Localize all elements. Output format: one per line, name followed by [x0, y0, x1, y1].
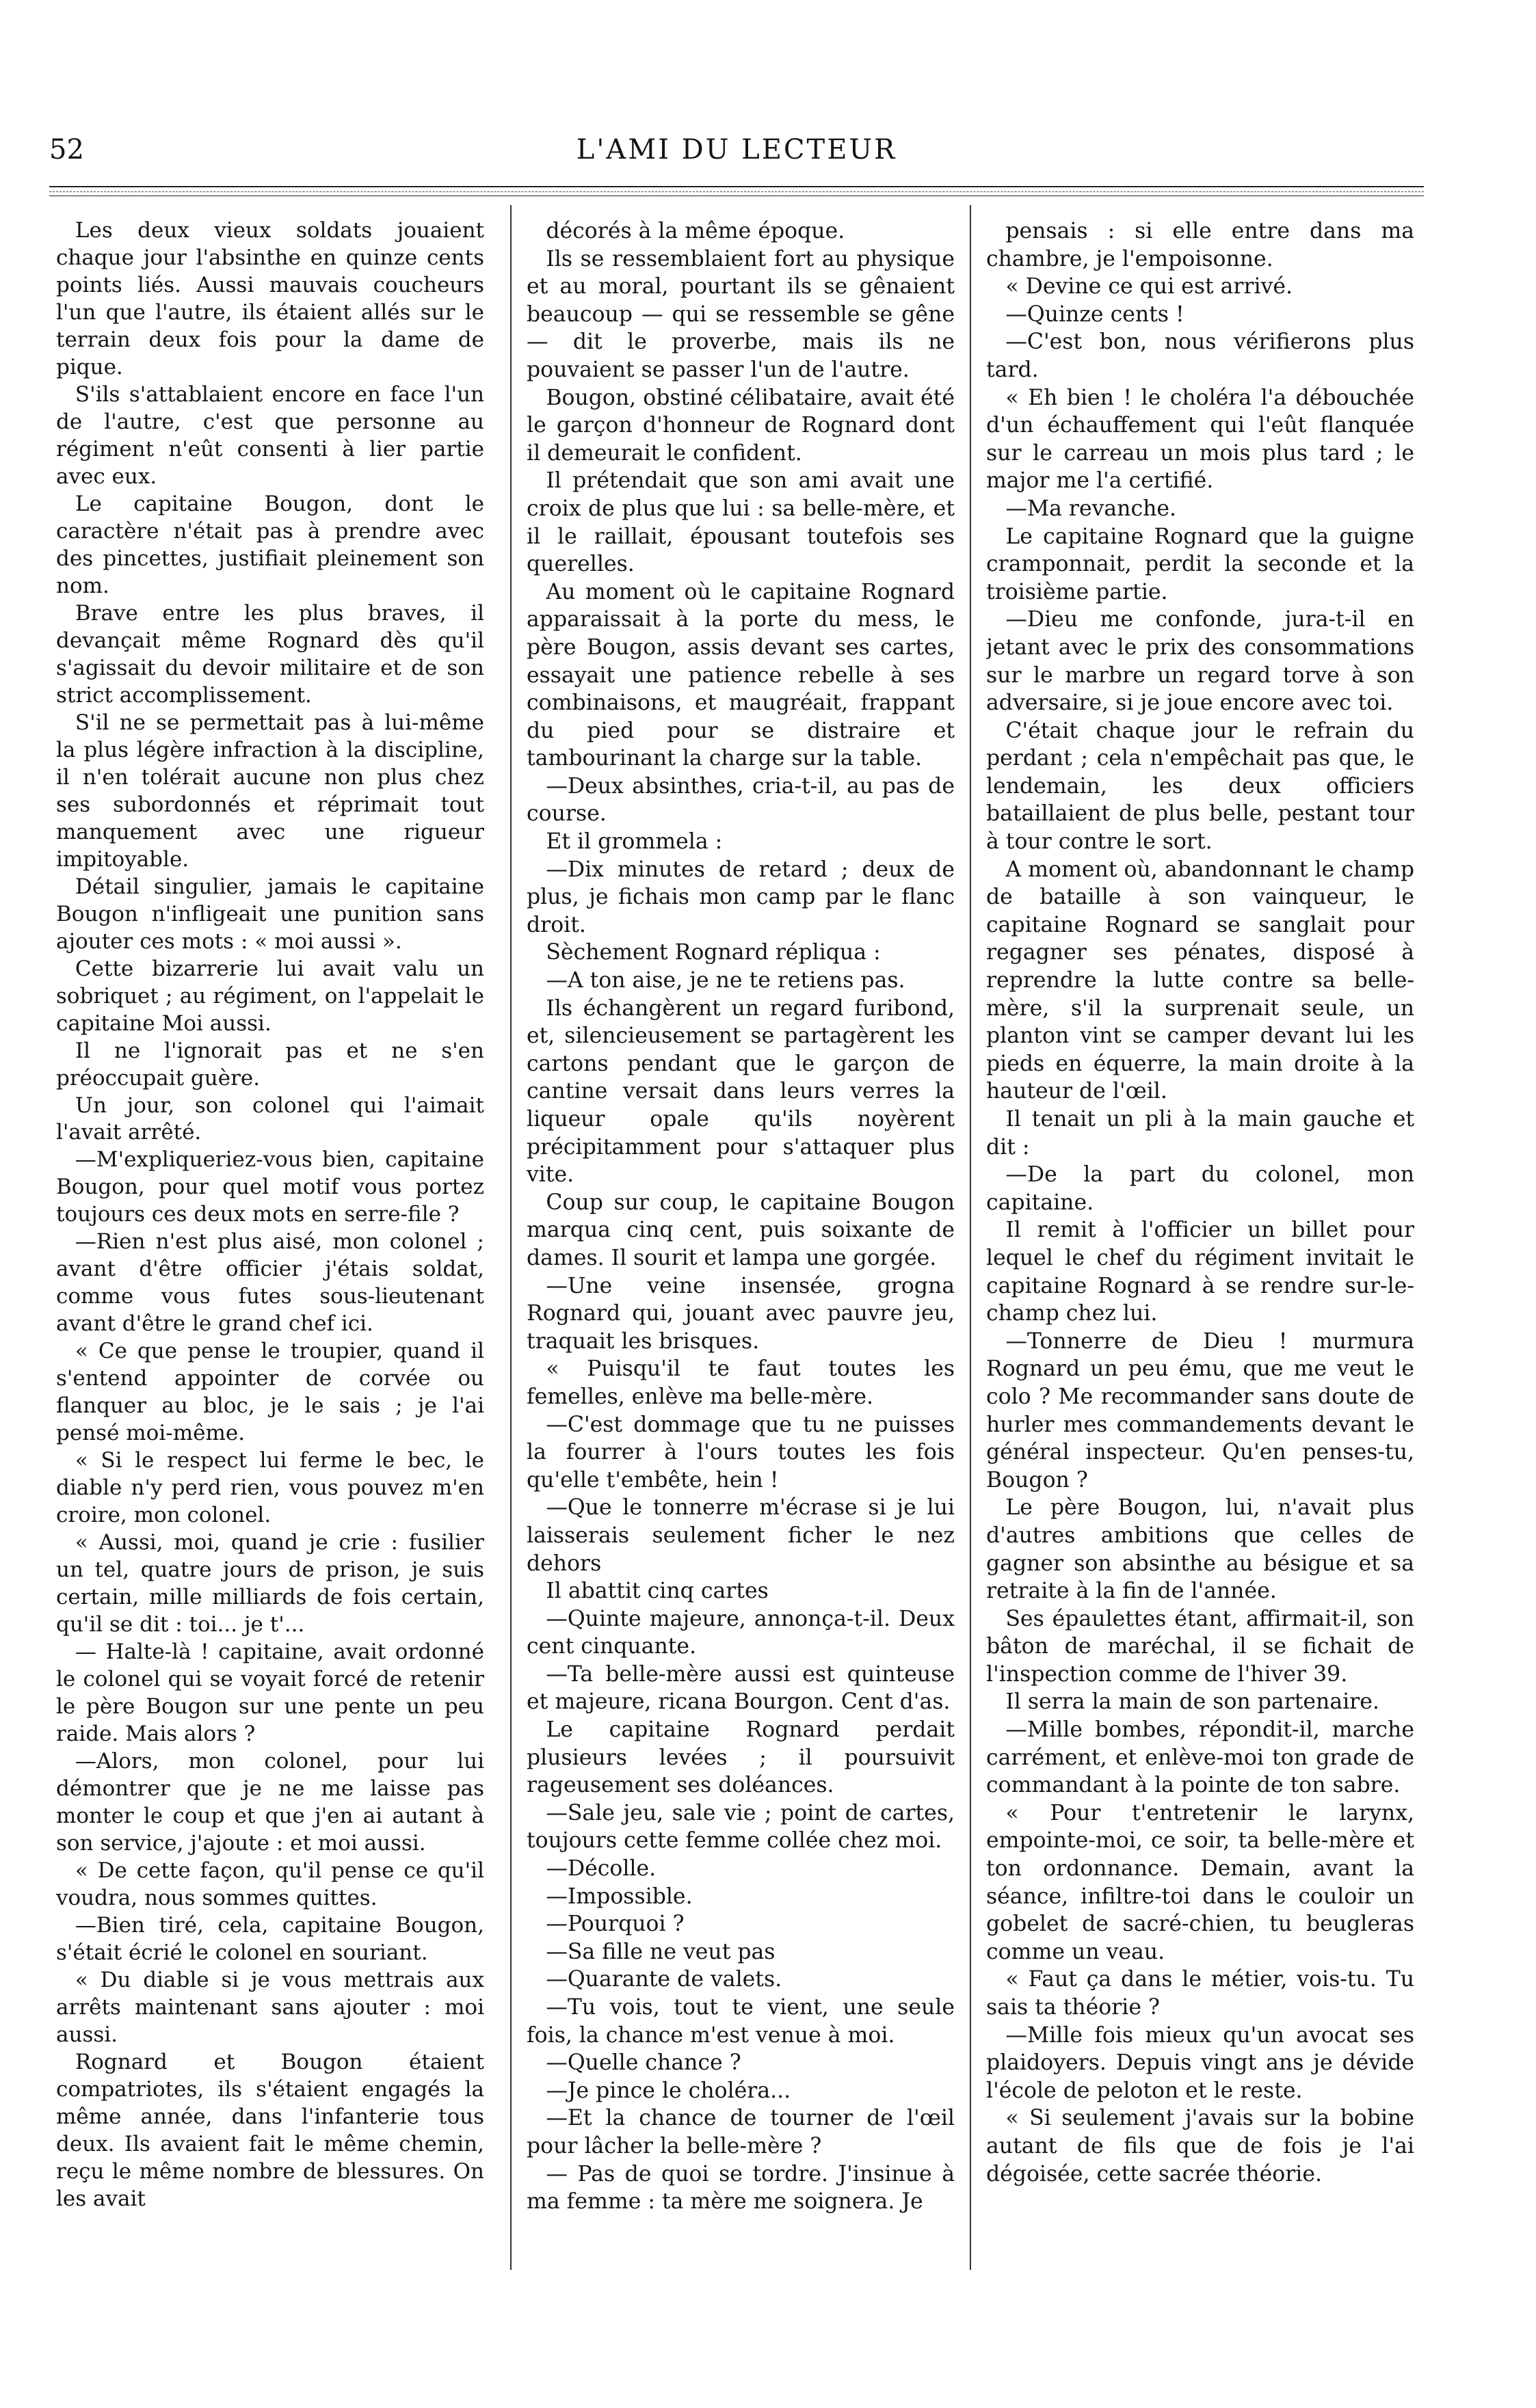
paragraph: —M'expliqueriez-vous bien, capitaine Bougon, pour quel motif vous portez toujours ces deux mots en serre-file ?	[56, 1147, 484, 1227]
paragraph: C'était chaque jour le refrain du perdant ; cela n'empêchait pas que, le lendemain, les deux officiers bataillaient de plus belle, pestant tour à tour contre le sort.	[986, 718, 1414, 855]
paragraph: —Je pince le choléra...	[546, 2078, 791, 2103]
paragraph: —Quarante de valets.	[546, 1967, 782, 1992]
text-column-1	[56, 217, 484, 2269]
paragraph: —C'est dommage que tu ne puisses la fourrer à l'ours toutes les fois qu'elle t'embête, hein !	[527, 1412, 955, 1493]
paragraph: —Une veine insensée, grogna Rognard qui, jouant avec pauvre jeu, traquait les brisques.	[527, 1273, 955, 1354]
paragraph: —Sa fille ne veut pas	[546, 1939, 776, 1964]
paragraph: « Si seulement j'avais sur la bobine autant de fils que de fois je l'ai dégoisée, cette sacrée théorie.	[986, 2106, 1414, 2186]
paragraph: Brave entre les plus braves, il devançait même Rognard dès qu'il s'agissait du devoir militaire et de son strict accomplissement.	[56, 600, 484, 708]
paragraph: —De la part du colonel, mon capitaine.	[986, 1162, 1414, 1215]
paragraph: S'ils s'attablaient encore en face l'un de l'autre, c'est que personne au régiment n'eût consenti à lier partie avec eux.	[56, 382, 484, 489]
paragraph: « Devine ce qui est arrivé.	[1005, 274, 1293, 299]
paragraph: Coup sur coup, le capitaine Bougon marqua cinq cent, puis soixante de dames. Il sourit et lampa une gorgée.	[527, 1190, 955, 1270]
paragraph: Il abattit cinq cartes	[546, 1579, 769, 1604]
paragraph: Le capitaine Rognard perdait plusieurs levées ; il poursuivit rageusement ses doléances.	[527, 1717, 955, 1798]
paragraph: Ils se ressemblaient fort au physique et au moral, pourtant ils se gênaient beaucoup — qui se ressemble se gêne — dit le proverbe, mais ils ne pouvaient se passer l'un de l'autre.	[527, 246, 955, 382]
paragraph: —Ma revanche.	[1005, 496, 1177, 521]
paragraph: —Que le tonnerre m'écrase si je lui laisserais seulement ficher le nez dehors	[527, 1495, 955, 1576]
paragraph: —Décolle.	[546, 1856, 657, 1882]
paragraph: « Pour t'entretenir le larynx, empointe-moi, ce soir, ta belle-mère et ton ordonnance. Demain, avant la séance, infiltre-toi dans le couloir un gobelet de sacré-chien, tu beugleras comme un veau.	[986, 1800, 1414, 1964]
paragraph: Rognard et Bougon étaient compatriotes, ils s'étaient engagés la même année, dans l'infanterie tous deux. Ils avaient fait le même chemin, reçu le même nombre de blessures. On les avait	[56, 2049, 484, 2211]
paragraph: —Sale jeu, sale vie ; point de cartes, toujours cette femme collée chez moi.	[527, 1800, 955, 1854]
paragraph: A moment où, abandonnant le champ de bataille à son vainqueur, le capitaine Rognard se sanglait pour regagner ses pénates, disposé à reprendre la lutte contre sa belle-mère, s'il la surprenait seule, un planton vint se camper devant lui les pieds en équerre, la main droite à la hauteur de l'œil.	[986, 857, 1414, 1104]
paragraph: « Eh bien ! le choléra l'a débouchée d'un échauffement qui l'eût flanquée sur le carreau un mois plus tard ; le major me l'a certifié.	[986, 385, 1414, 494]
column-divider	[510, 205, 512, 2270]
paragraph: « De cette façon, qu'il pense ce qu'il voudra, nous sommes quittes.	[56, 1858, 484, 1911]
paragraph: Il remit à l'officier un billet pour lequel le chef du régiment invitait le capitaine Rognard à se rendre sur-le-champ chez lui.	[986, 1218, 1414, 1326]
page-number: 52	[49, 134, 84, 165]
header-rule	[49, 186, 1424, 187]
paragraph: —Bien tiré, cela, capitaine Bougon, s'était écrié le colonel en souriant.	[56, 1913, 484, 1966]
text-column-2	[527, 217, 955, 2269]
text-column-3	[986, 217, 1414, 2269]
paragraph: Cette bizarrerie lui avait valu un sobriquet ; au régiment, on l'appelait le capitaine Moi aussi.	[56, 956, 484, 1036]
paragraph: — Pas de quoi se tordre. J'insinue à ma femme : ta mère me soignera. Je	[527, 2161, 955, 2215]
paragraph: —Quinte majeure, annonça-t-il. Deux cent cinquante.	[527, 1606, 955, 1659]
paragraph: Le capitaine Bougon, dont le caractère n'était pas à prendre avec des pincettes, justifiait pleinement son nom.	[56, 491, 484, 598]
paragraph: « Du diable si je vous mettrais aux arrêts maintenant sans ajouter : moi aussi.	[56, 1968, 484, 2047]
page-header	[49, 134, 1424, 175]
paragraph: Un jour, son colonel qui l'aimait l'avait arrêté.	[56, 1093, 484, 1145]
paragraph: « Puisqu'il te faut toutes les femelles, enlève ma belle-mère.	[527, 1356, 955, 1409]
paragraph: Il serra la main de son partenaire.	[1005, 1689, 1379, 1715]
paragraph: Et il grommela :	[546, 829, 723, 855]
paragraph: Bougon, obstiné célibataire, avait été le garçon d'honneur de Rognard dont il demeurait le confident.	[527, 385, 955, 466]
paragraph: —Quelle chance ?	[546, 2050, 741, 2076]
paragraph: Détail singulier, jamais le capitaine Bougon n'infligeait une punition sans ajouter ces mots : « moi aussi ».	[56, 874, 484, 954]
paragraph: pensais : si elle entre dans ma chambre, je l'empoisonne.	[986, 219, 1414, 271]
paragraph: Ils échangèrent un regard furibond, et, silencieusement se partagèrent les cartons pendant que le garçon de cantine versait dans leurs verres la liqueur opale qu'ils noyèrent précipitamment pour s'attaquer plus vite.	[527, 995, 955, 1188]
paragraph: « Faut ça dans le métier, vois-tu. Tu sais ta théorie ?	[986, 1967, 1414, 2020]
paragraph: —A ton aise, je ne te retiens pas.	[546, 968, 905, 993]
paragraph: Ses épaulettes étant, affirmait-il, son bâton de maréchal, il se fichait de l'inspection comme de l'hiver 39.	[986, 1606, 1414, 1687]
paragraph: —Dieu me confonde, jura-t-il en jetant avec le prix des consommations sur le marbre un regard torve à son adversaire, si je joue encore avec toi.	[986, 607, 1414, 716]
paragraph: Le père Bougon, lui, n'avait plus d'autres ambitions que celles de gagner son absinthe au bésigue et sa retraite à la fin de l'année.	[986, 1495, 1414, 1604]
paragraph: Sèchement Rognard répliqua :	[546, 940, 881, 965]
paragraph: « Ce que pense le troupier, quand il s'entend appointer de corvée ou flanquer au bloc, je le sais ; je l'ai pensé moi-même.	[56, 1339, 484, 1446]
paragraph: —Deux absinthes, cria-t-il, au pas de course.	[527, 773, 955, 827]
header-rule-dashed	[49, 191, 1424, 192]
paragraph: —Ta belle-mère aussi est quinteuse et majeure, ricana Bourgon. Cent d'as.	[527, 1661, 955, 1715]
paragraph: —C'est bon, nous vérifierons plus tard.	[986, 330, 1414, 382]
paragraph: —Mille bombes, répondit-il, marche carrément, et enlève-moi ton grade de commandant à la pointe de ton sabre.	[986, 1717, 1414, 1798]
paragraph: —Tonnerre de Dieu ! murmura Rognard un peu ému, que me veut le colo ? Me recommander sans doute de hurler mes commandements devant le général inspecteur. Qu'en penses-tu, Bougon ?	[986, 1328, 1414, 1493]
paragraph: Au moment où le capitaine Rognard apparaissait à la porte du mess, le père Bougon, assis devant ses cartes, essayait une patience rebelle à ses combinaisons, et maugréait, frappant du pied pour se distraire et tambourinant la charge sur la table.	[527, 579, 955, 771]
paragraph: décorés à la même époque.	[546, 219, 845, 243]
paragraph: Il ne l'ignorait pas et ne s'en préoccupait guère.	[56, 1038, 484, 1091]
running-title: L'AMI DU LECTEUR	[576, 134, 897, 165]
paragraph: —Impossible.	[546, 1884, 693, 1909]
paragraph: —Rien n'est plus aisé, mon colonel ; avant d'être officier j'étais soldat, comme vous futes sous-lieutenant avant d'être le grand chef ici.	[56, 1229, 484, 1337]
paragraph: —Alors, mon colonel, pour lui démontrer que je ne me laisse pas monter le coup et que j'en ai autant à son service, j'ajoute : et moi aussi.	[56, 1749, 484, 1856]
paragraph: — Halte-là ! capitaine, avait ordonné le colonel qui se voyait forcé de retenir le père Bougon sur une pente un peu raide. Mais alors ?	[56, 1640, 484, 1747]
paragraph: S'il ne se permettait pas à lui-même la plus légère infraction à la discipline, il n'en tolérait aucune non plus chez ses subordonnés et réprimait tout manquement avec une rigueur impitoyable.	[56, 710, 484, 872]
paragraph: —Pourquoi ?	[546, 1912, 685, 1937]
column-divider	[970, 205, 971, 2270]
paragraph: —Mille fois mieux qu'un avocat ses plaidoyers. Depuis vingt ans je dévide l'école de peloton et le reste.	[986, 2022, 1414, 2103]
paragraph: Les deux vieux soldats jouaient chaque jour l'absinthe en quinze cents points liés. Aussi mauvais coucheurs l'un que l'autre, ils étaient allés sur le terrain deux fois pour la dame de pique.	[56, 218, 484, 379]
paragraph: « Si le respect lui ferme le bec, le diable n'y perd rien, vous pouvez m'en croire, mon colonel.	[56, 1448, 484, 1528]
paragraph: —Tu vois, tout te vient, une seule fois, la chance m'est venue à moi.	[527, 1995, 955, 2048]
paragraph: Il prétendait que son ami avait une croix de plus que lui : sa belle-mère, et il le raillait, épousant toutefois ses querelles.	[527, 468, 955, 577]
paragraph: Le capitaine Rognard que la guigne cramponnait, perdit la seconde et la troisième partie.	[986, 524, 1414, 604]
paragraph: —Dix minutes de retard ; deux de plus, je fichais mon camp par le flanc droit.	[527, 857, 955, 937]
paragraph: Il tenait un pli à la main gauche et dit :	[986, 1107, 1414, 1160]
paragraph: —Et la chance de tourner de l'œil pour lâcher la belle-mère ?	[527, 2106, 955, 2158]
paragraph: —Quinze cents !	[1005, 302, 1184, 327]
paragraph: « Aussi, moi, quand je crie : fusilier un tel, quatre jours de prison, je suis certain, mille milliards de fois certain, qu'il se dit : toi... je t'...	[56, 1530, 484, 1637]
